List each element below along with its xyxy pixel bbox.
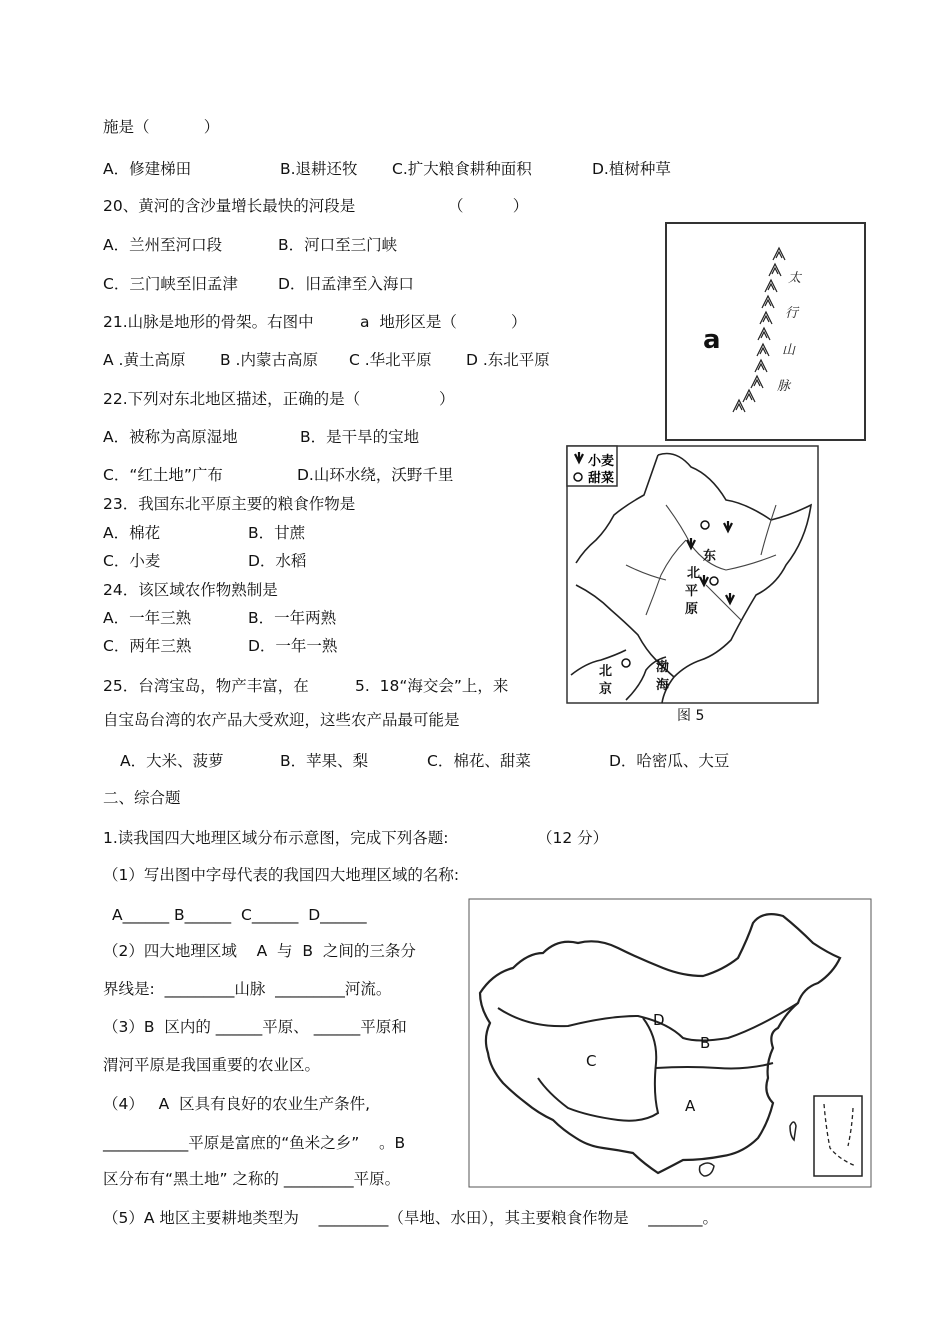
south-sea-inset: [814, 1096, 862, 1176]
q23-option-a: A．棉花: [103, 524, 161, 542]
c1-part1: （1）写出图中字母代表的我国四大地理区域的名称:: [103, 866, 460, 884]
q19-option-a: A．修建梯田: [103, 160, 192, 178]
c1-part4-cont: ___________平原是富庶的“鱼米之乡” 。B: [103, 1134, 406, 1152]
c1-part2: （2）四大地理区域 A 与 B 之间的三条分: [103, 942, 416, 960]
c1-score: （12 分）: [537, 829, 609, 847]
plain-char-dong: 东: [703, 549, 717, 564]
region-a-label: a: [703, 325, 721, 355]
beijing-char-2: 京: [599, 682, 613, 697]
mountain-char-1: 太: [788, 271, 802, 286]
q21-option-c: C .华北平原: [349, 351, 432, 369]
c1-part3: （3）B 区内的 ______平原、 ______平原和: [103, 1018, 407, 1036]
region-label-d: D: [653, 1011, 665, 1029]
region-label-c: C: [586, 1052, 597, 1070]
q20-option-b: B．河口至三门峡: [278, 236, 398, 254]
plain-char-bei: 北: [687, 566, 701, 581]
c1-part4-cont2: 区分布有“黑土地” 之称的 _________平原。: [103, 1170, 401, 1188]
beijing-char-1: 北: [599, 664, 613, 679]
q19-option-d: D.植树种草: [592, 160, 671, 178]
c1-part1-blanks: A______ B______ C______ D______: [112, 906, 367, 924]
q24-option-a: A．一年三熟: [103, 609, 192, 627]
bohai-char-2: 海: [656, 678, 670, 693]
q24-stem: 24．该区域农作物熟制是: [103, 581, 278, 599]
q25-option-b: B．苹果、梨: [280, 752, 369, 770]
q21-option-d: D .东北平原: [466, 351, 550, 369]
section-title-comprehensive: 二、综合题: [103, 789, 181, 807]
q19-option-b: B.退耕还牧: [280, 160, 358, 178]
q24-option-c: C．两年三熟: [103, 637, 192, 655]
q22-stem: 22.下列对东北地区描述，正确的是（ ）: [103, 390, 455, 408]
q25-option-d: D．哈密瓜、大豆: [609, 752, 730, 770]
figure-5-caption: 图 5: [677, 708, 705, 724]
q21-stem-end: a 地形区是（ ）: [360, 313, 527, 331]
c1-part5: （5）A 地区主要耕地类型为 _________（旱地、水田），其主要粮食作物是 _______。: [103, 1209, 719, 1227]
q24-option-d: D．一年一熟: [248, 637, 338, 655]
legend-wheat-label: 小麦: [588, 454, 615, 469]
c1-part3-cont: 渭河平原是我国重要的农业区。: [103, 1056, 321, 1074]
q25-stem-mid: 5. 18“海交会”上，来: [355, 677, 509, 695]
q25-stem-2: 自宝岛台湾的农产品大受欢迎，这些农产品最可能是: [103, 711, 460, 729]
q22-option-a: A．被称为高原湿地: [103, 428, 238, 446]
mountain-char-4: 脉: [777, 379, 791, 394]
c1-stem: 1.读我国四大地理区域分布示意图，完成下列各题:: [103, 829, 449, 847]
q24-option-b: B．一年两熟: [248, 609, 337, 627]
q23-option-c: C．小麦: [103, 552, 161, 570]
q20-option-d: D．旧孟津至入海口: [278, 275, 414, 293]
q20-option-a: A．兰州至河口段: [103, 236, 223, 254]
q21-option-a: A .黄土高原: [103, 351, 186, 369]
q19-continuation: 施是（ ）: [103, 118, 220, 136]
bohai-char-1: 渤: [656, 660, 670, 675]
china-regions-map-figure: [468, 898, 872, 1188]
c1-part4: （4） A 区具有良好的农业生产条件,: [103, 1095, 371, 1113]
q22-option-c: C．“红土地”广布: [103, 466, 223, 484]
q22-option-b: B．是干旱的宝地: [300, 428, 420, 446]
q21-stem: 21.山脉是地形的骨架。右图中: [103, 313, 314, 331]
q25-option-a: A．大米、菠萝: [120, 752, 224, 770]
legend-beet-label: 甜菜: [588, 471, 615, 486]
q23-option-b: B．甘蔗: [248, 524, 306, 542]
mountain-char-3: 山: [782, 343, 796, 358]
mountain-range-figure: [665, 222, 867, 442]
q19-option-c: C.扩大粮食耕种面积: [392, 160, 532, 178]
q25-option-c: C．棉花、甜菜: [427, 752, 531, 770]
plain-char-yuan: 原: [685, 602, 699, 617]
q20-stem: 20、黄河的含沙量增长最快的河段是: [103, 197, 356, 215]
q22-option-d: D.山环水绕，沃野千里: [297, 466, 454, 484]
q20-blank: （ ）: [448, 197, 529, 215]
q20-option-c: C．三门峡至旧孟津: [103, 275, 238, 293]
q21-option-b: B .内蒙古高原: [220, 351, 318, 369]
q23-stem: 23．我国东北平原主要的粮食作物是: [103, 495, 356, 513]
region-label-b: B: [700, 1034, 711, 1052]
plain-char-ping: 平: [685, 584, 699, 599]
region-label-a: A: [685, 1097, 696, 1115]
q23-option-d: D．水稻: [248, 552, 307, 570]
mountain-char-2: 行: [785, 306, 799, 321]
q25-stem: 25．台湾宝岛，物产丰富，在: [103, 677, 309, 695]
northeast-map-figure: [566, 445, 820, 705]
c1-part2-blanks: 界线是: _________山脉 _________河流。: [103, 980, 392, 998]
